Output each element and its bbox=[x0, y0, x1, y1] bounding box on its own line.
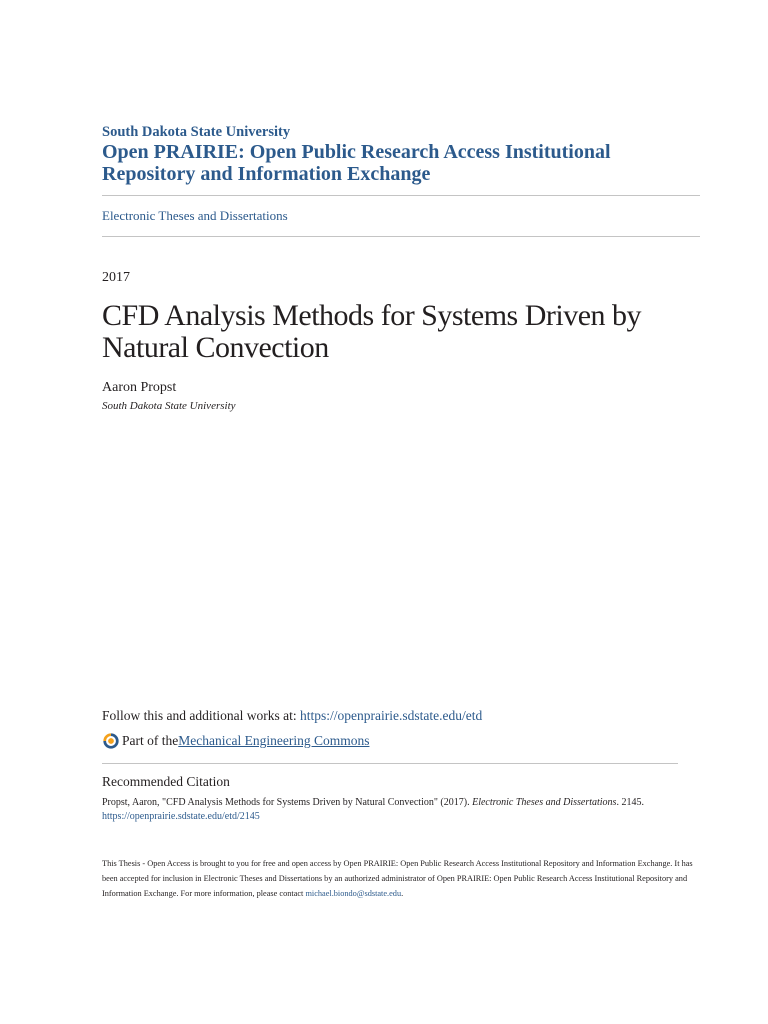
citation-heading: Recommended Citation bbox=[102, 774, 230, 789]
citation-main: Propst, Aaron, "CFD Analysis Methods for Systems Driven by Natural Convection" (2017). bbox=[102, 797, 473, 808]
follow-url-link[interactable]: https://openprairie.sdstate.edu/etd bbox=[300, 708, 483, 723]
citation-url-link[interactable]: https://openprairie.sdstate.edu/etd/2145 bbox=[102, 811, 260, 822]
contact-email-link[interactable]: michael.biondo@sdstate.edu bbox=[305, 889, 402, 898]
follow-prefix: Follow this and additional works at: bbox=[102, 708, 300, 723]
footer-text: This Thesis - Open Access is brought to you for free and open access by Open PRAIRIE: Open Public Research Access Institutional Repository and Information Exchange. It has been accepted for inclusion in Electronic Theses and Dissertations by an authorized administrator of Open PRAIRIE: Open Public Research Access Institutional Repository and Information Exchange. For more information, please contact bbox=[102, 859, 693, 898]
citation-number: . 2145. bbox=[616, 797, 644, 808]
university-name: South Dakota State University bbox=[102, 124, 291, 140]
part-of-line bbox=[102, 732, 369, 750]
mechanical-engineering-commons-link[interactable]: Mechanical Engineering Commons bbox=[178, 733, 370, 748]
follow-line bbox=[102, 708, 482, 724]
open-access-icon bbox=[102, 732, 120, 750]
divider-citation bbox=[102, 763, 678, 764]
footer-notice bbox=[102, 856, 702, 901]
part-of-prefix: Part of the bbox=[122, 733, 179, 748]
repository-link[interactable]: Open PRAIRIE: Open Public Research Access Institutional Repository and Information Exchange bbox=[102, 141, 611, 185]
divider-bottom bbox=[102, 236, 700, 237]
author-name: Aaron Propst bbox=[102, 380, 177, 395]
footer-end: . bbox=[401, 889, 404, 898]
citation-text bbox=[102, 796, 702, 824]
divider-top bbox=[102, 195, 700, 196]
citation-series: Electronic Theses and Dissertations bbox=[472, 797, 617, 808]
thesis-title: CFD Analysis Methods for Systems Driven by Natural Convection bbox=[102, 299, 642, 364]
collection-link[interactable]: Electronic Theses and Dissertations bbox=[102, 208, 288, 223]
author-affiliation: South Dakota State University bbox=[102, 400, 236, 412]
publication-year: 2017 bbox=[102, 270, 130, 285]
